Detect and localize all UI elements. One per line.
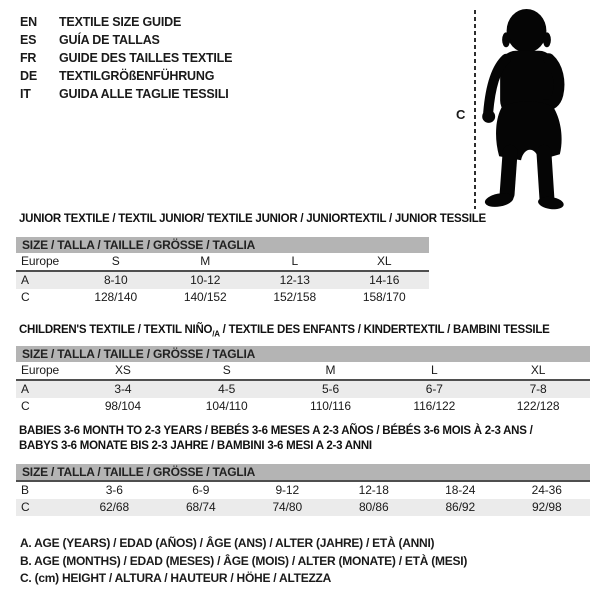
section-title: [19, 212, 486, 227]
size-value: 10-12: [190, 273, 221, 287]
table-row: [16, 480, 590, 499]
size-value: 12-18: [358, 483, 389, 497]
size-value: 104/110: [205, 399, 248, 413]
row-label: Europe: [21, 254, 60, 268]
table-title-text: /A: [212, 329, 220, 339]
row-label: A: [21, 273, 29, 287]
baby-leg-right: [544, 152, 547, 198]
size-value: 7-8: [529, 382, 547, 396]
table-title-line: [19, 424, 590, 439]
table-title-text: / TEXTILE DES ENFANTS / KINDERTEXTIL / BAMBINI TESSILE: [219, 324, 550, 336]
table-title-line: [19, 212, 486, 227]
size-value: M: [325, 363, 336, 377]
language-item: [20, 49, 232, 67]
size-value: 12-13: [279, 273, 310, 287]
language-label: TEXTILGRÖßENFÜHRUNG: [59, 69, 215, 83]
size-value: 92/98: [531, 500, 562, 514]
table-title-text: BABIES 3-6 MONTH TO 2-3 YEARS / BEBÉS 3-6 MESES A 2-3 AÑOS / BÉBÉS 3-6 MOIS À 2-3 ANS /: [19, 425, 533, 437]
size-value: 6-9: [192, 483, 210, 497]
baby-ear-right: [543, 32, 551, 47]
size-table: [16, 346, 590, 415]
size-value: S: [222, 363, 231, 377]
language-code: IT: [20, 87, 31, 101]
size-value: 86/92: [445, 500, 476, 514]
footnotes: [20, 535, 467, 588]
size-value: L: [291, 254, 299, 268]
table-title-text: JUNIOR TEXTILE / TEXTIL JUNIOR/ TEXTILE JUNIOR / JUNIORTEXTIL / JUNIOR TESSILE: [19, 213, 486, 225]
size-table: [16, 237, 429, 306]
size-header-bar: SIZE / TALLA / TAILLE / GRÖSSE / TAGLIA: [16, 237, 429, 253]
section-children-textile: [16, 323, 590, 415]
size-value: 98/104: [104, 399, 141, 413]
size-value: L: [431, 363, 438, 377]
table-row: [16, 398, 590, 415]
table-row: [16, 362, 590, 379]
language-item: [20, 85, 232, 103]
size-value: 5-6: [321, 382, 340, 396]
table-row: [16, 499, 590, 516]
size-value: M: [200, 254, 211, 268]
size-value: 68/74: [185, 500, 216, 514]
language-item: [20, 31, 232, 49]
size-value: 62/68: [99, 500, 130, 514]
size-value: XL: [377, 254, 392, 268]
table-row: [16, 253, 429, 270]
size-value: 116/122: [413, 399, 456, 413]
language-code: DE: [20, 69, 37, 83]
language-label: GUÍA DE TALLAS: [59, 33, 160, 47]
row-label: C: [21, 399, 30, 413]
size-value: XL: [530, 363, 546, 377]
size-value: 110/116: [310, 399, 351, 413]
height-measure-label: C: [456, 107, 466, 122]
row-label: C: [21, 500, 30, 514]
size-value: 158/170: [362, 290, 406, 304]
size-value: 128/140: [94, 290, 138, 304]
row-label: C: [21, 290, 30, 304]
height-measure-dashed-line: [474, 10, 476, 209]
table-title-line: [19, 439, 590, 454]
language-label: GUIDE DES TAILLES TEXTILE: [59, 51, 233, 65]
size-header-bar: SIZE / TALLA / TAILLE / GRÖSSE / TAGLIA: [16, 346, 590, 362]
size-value: 8-10: [103, 273, 128, 287]
section-babies-textile: [16, 424, 590, 516]
table-row: [16, 270, 429, 289]
size-table: [16, 464, 590, 516]
row-label: Europe: [21, 363, 60, 377]
size-value: 152/158: [273, 290, 317, 304]
size-value: 3-6: [105, 483, 123, 497]
size-value: 6-7: [425, 382, 443, 396]
language-code: ES: [20, 33, 37, 47]
language-code: FR: [20, 51, 37, 65]
size-value: 24-36: [531, 483, 562, 497]
size-value: 14-16: [369, 273, 400, 287]
table-row: [16, 379, 590, 398]
size-value: 18-24: [445, 483, 476, 497]
language-item: [20, 67, 232, 85]
toddler-silhouette-image: [482, 7, 572, 211]
size-value: 74/80: [272, 500, 303, 514]
language-item: [20, 13, 232, 31]
size-value: 140/152: [183, 290, 227, 304]
language-code: EN: [20, 15, 37, 29]
baby-head: [507, 9, 547, 53]
table-row: [16, 289, 429, 306]
section-junior-textile: [16, 212, 486, 306]
size-value: 80/86: [358, 500, 389, 514]
baby-ear-left: [502, 32, 510, 47]
size-value: S: [111, 254, 120, 268]
footnote-line: C. (cm) HEIGHT / ALTURA / HAUTEUR / HÖHE / ALTEZZA: [20, 571, 332, 585]
size-value: XS: [114, 363, 131, 377]
section-title: [19, 424, 590, 454]
language-label: TEXTILE SIZE GUIDE: [59, 15, 182, 29]
section-title: [19, 323, 590, 338]
size-value: 3-4: [114, 382, 132, 396]
baby-hand-left: [482, 110, 495, 123]
size-value: 122/128: [516, 399, 560, 413]
row-label: B: [21, 483, 29, 497]
table-title-text: BABYS 3-6 MONATE BIS 2-3 JAHRE / BAMBINI 3-6 MESI A 2-3 ANNI: [19, 440, 372, 452]
baby-leg-left: [507, 152, 510, 194]
size-value: 9-12: [275, 483, 300, 497]
size-header-bar: SIZE / TALLA / TAILLE / GRÖSSE / TAGLIA: [16, 464, 590, 480]
row-label: A: [21, 382, 29, 396]
size-value: 4-5: [218, 382, 236, 396]
table-title-line: [19, 323, 590, 338]
language-label: GUIDA ALLE TAGLIE TESSILI: [59, 87, 229, 101]
footnote-line: B. AGE (MONTHS) / EDAD (MESES) / ÂGE (MOIS) / ALTER (MONATE) / ETÀ (MESI): [20, 553, 468, 568]
language-list: [20, 13, 232, 103]
table-title-text: CHILDREN'S TEXTILE / TEXTIL NIÑO: [19, 324, 213, 336]
footnote-line: A. AGE (YEARS) / EDAD (AÑOS) / ÂGE (ANS) / ALTER (JAHRE) / ETÀ (ANNI): [20, 536, 435, 550]
